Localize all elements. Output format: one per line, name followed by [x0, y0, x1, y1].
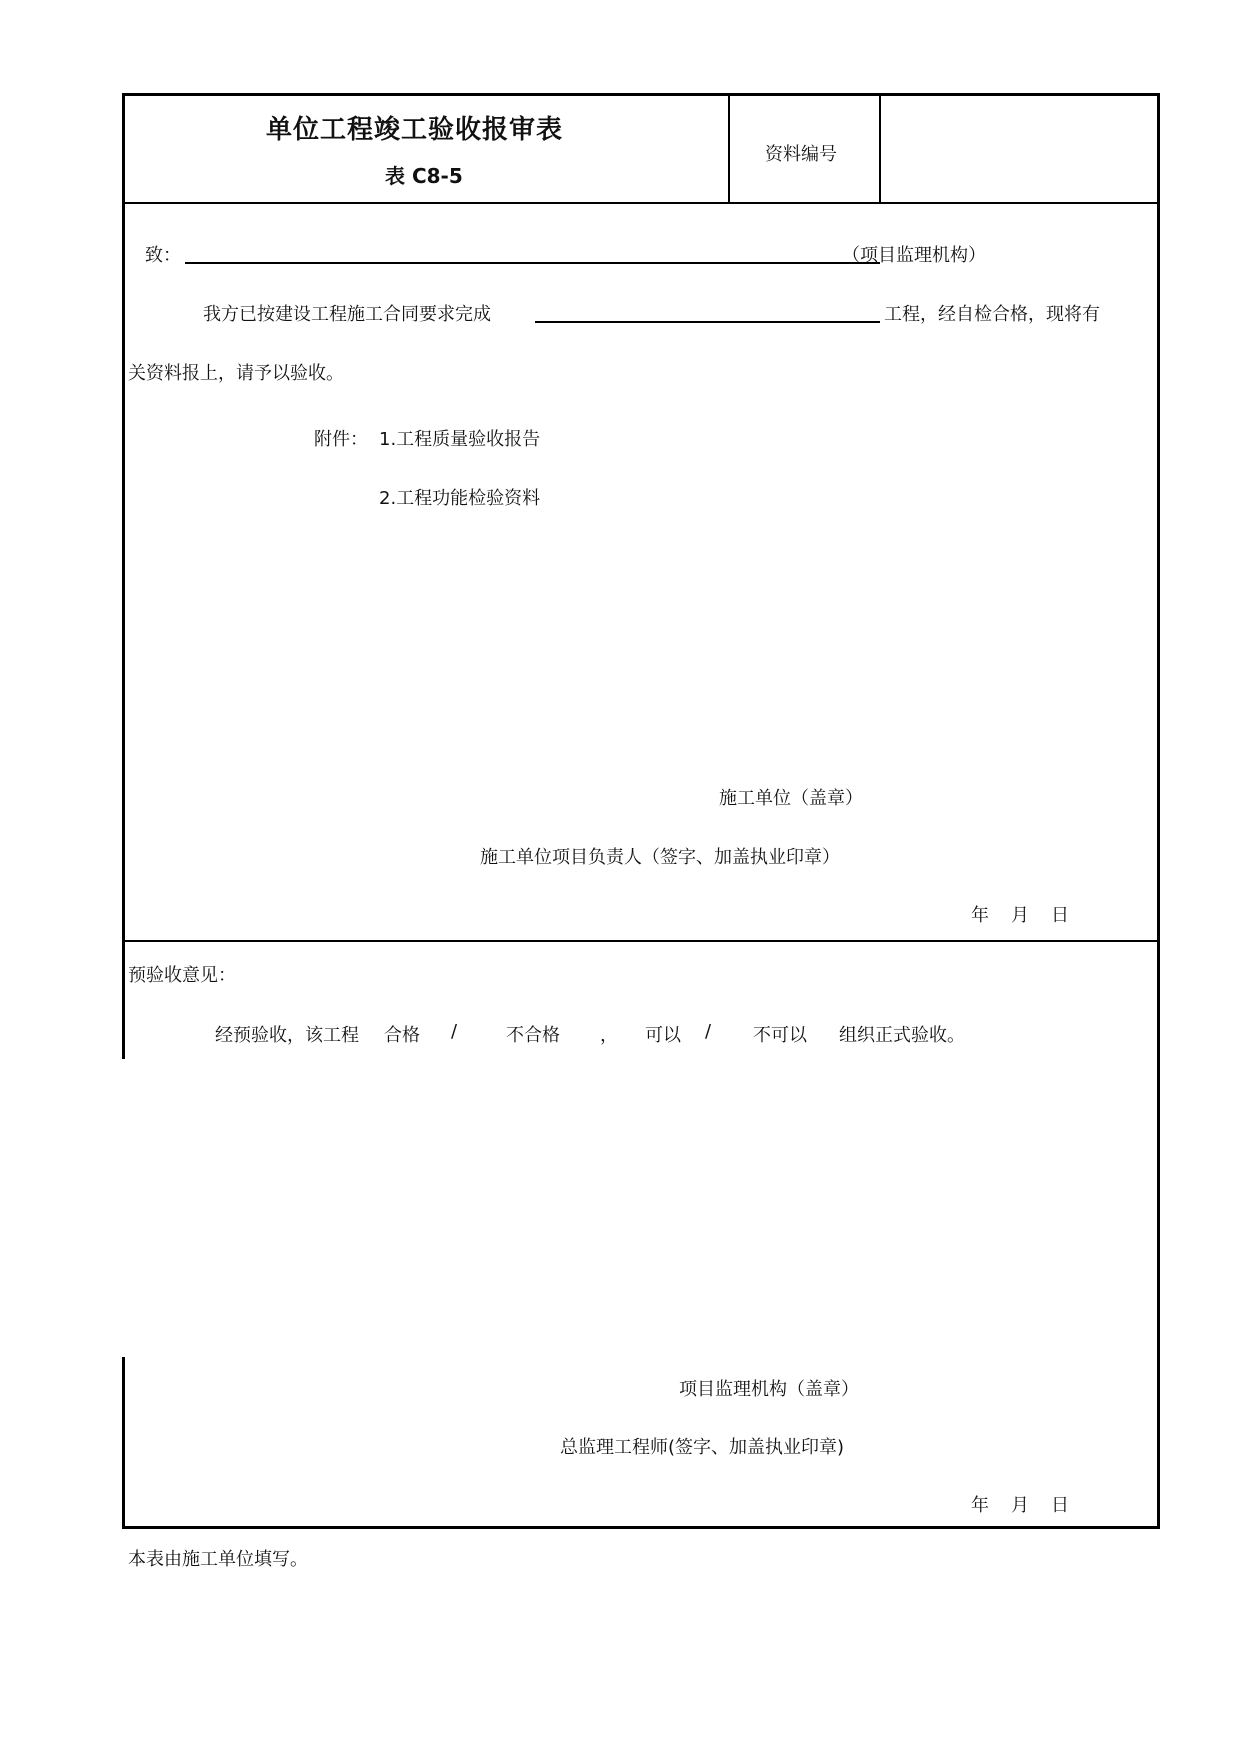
supervisor-date-year: 年 — [971, 1495, 989, 1516]
option-slash-1: / — [451, 1021, 458, 1042]
contractor-date-year: 年 — [971, 905, 989, 926]
opinion-suffix: 组织正式验收。 — [839, 1025, 965, 1046]
option-slash-2: / — [705, 1021, 712, 1042]
doc-no-label: 资料编号 — [765, 144, 837, 165]
option-pass[interactable]: 合格 — [384, 1025, 420, 1046]
addressee-field[interactable] — [185, 262, 880, 264]
project-name-field[interactable] — [535, 321, 880, 323]
statement-line2: 关资料报上，请予以验收。 — [128, 363, 344, 384]
section-divider — [122, 940, 1160, 942]
pre-acceptance-label: 预验收意见： — [128, 965, 236, 986]
contractor-date-day: 日 — [1051, 905, 1069, 926]
contractor-seal: 施工单位（盖章） — [719, 788, 863, 809]
option-cannot[interactable]: 不可以 — [753, 1025, 807, 1046]
form-border-top — [122, 93, 1160, 96]
header-bottom-line — [122, 202, 1160, 204]
option-fail[interactable]: 不合格 — [506, 1025, 560, 1046]
attachment-label: 附件： — [314, 429, 368, 450]
attachment-item-2: 2.工程功能检验资料 — [379, 488, 541, 509]
attachment-item-1: 1.工程质量验收报告 — [379, 429, 541, 450]
supervisor-date-month: 月 — [1011, 1495, 1029, 1516]
statement-suffix: 工程，经自检合格，现将有 — [884, 304, 1100, 325]
contractor-manager-signature: 施工单位项目负责人（签字、加盖执业印章） — [480, 847, 840, 868]
option-can[interactable]: 可以 — [645, 1025, 681, 1046]
form-border-bottom — [122, 1526, 1160, 1529]
doc-no-field[interactable] — [888, 140, 1148, 166]
supervisor-seal: 项目监理机构（盖章） — [679, 1379, 859, 1400]
to-label: 致： — [145, 245, 181, 266]
opinion-prefix: 经预验收，该工程 — [215, 1025, 359, 1046]
form-title: 单位工程竣工验收报审表 — [266, 115, 564, 145]
contractor-date-month: 月 — [1011, 905, 1029, 926]
form-code: 表 C8-5 — [385, 164, 463, 188]
form-border-left-bottom — [122, 1357, 125, 1529]
supervisor-date-day: 日 — [1051, 1495, 1069, 1516]
form-border-right — [1157, 93, 1160, 1529]
statement-prefix: 我方已按建设工程施工合同要求完成 — [203, 304, 491, 325]
option-comma: ， — [600, 1025, 618, 1046]
addressee-suffix: （项目监理机构） — [842, 245, 986, 266]
chief-engineer-signature: 总监理工程师(签字、加盖执业印章) — [560, 1437, 845, 1458]
header-divider-2 — [879, 93, 881, 203]
header-divider-1 — [728, 93, 730, 203]
form-border-left-top — [122, 93, 125, 1059]
footer-note: 本表由施工单位填写。 — [128, 1549, 308, 1570]
